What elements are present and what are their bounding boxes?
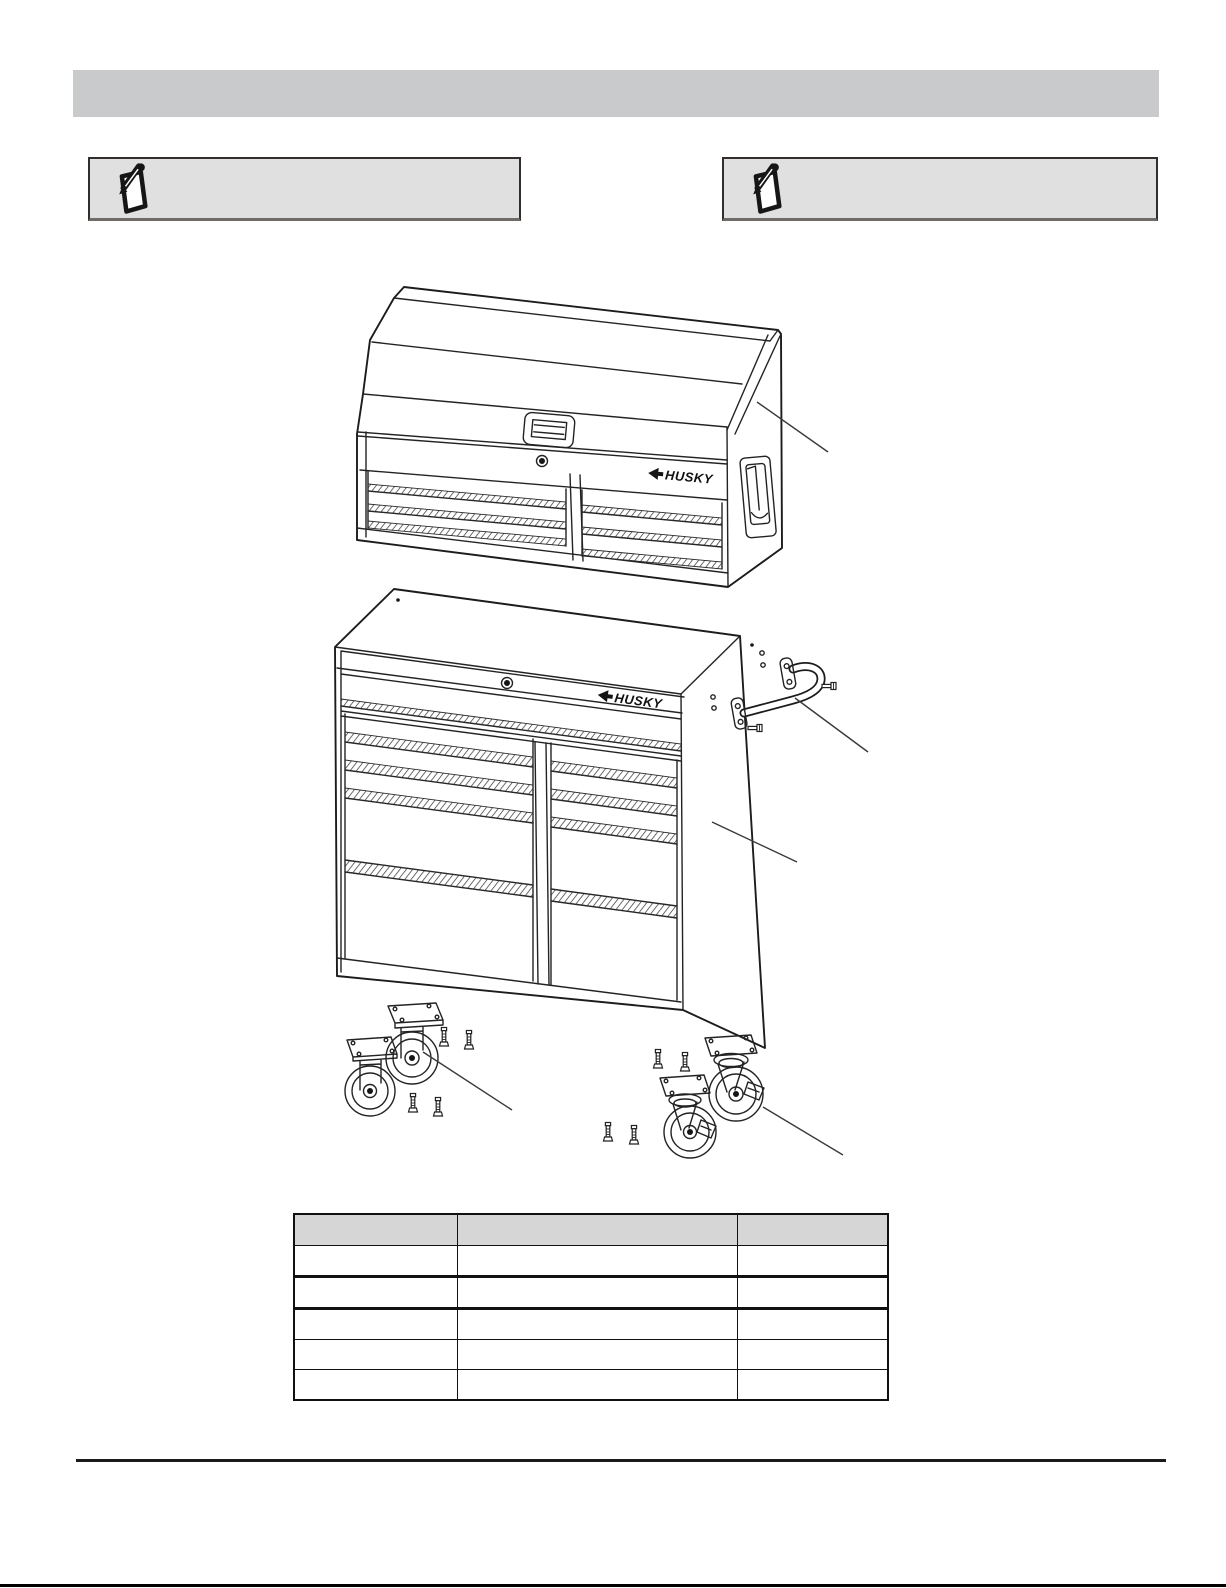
screw-icon [604, 1123, 613, 1142]
table-cell [737, 1277, 888, 1309]
swivel-caster-rear [705, 1035, 764, 1121]
top-chest-drawing [357, 287, 782, 587]
screw-icon [654, 1050, 663, 1069]
table-row [294, 1277, 888, 1309]
callout-line-side-handle [795, 698, 868, 752]
brand-logo-cabinet [597, 688, 664, 711]
chest-lock [537, 456, 548, 467]
handle-screw [748, 725, 762, 732]
handle-bracket-upper [779, 657, 796, 690]
side-handle-assembly [730, 657, 836, 731]
screw-icon [681, 1053, 690, 1072]
table-cell [294, 1277, 457, 1309]
table-cell [457, 1370, 737, 1401]
screw-icon [465, 1031, 474, 1050]
table-cell [294, 1309, 457, 1340]
parts-table [293, 1213, 889, 1401]
table-cell [294, 1246, 457, 1277]
fixed-caster-rear [386, 1003, 443, 1084]
table-cell [294, 1340, 457, 1370]
footer-divider [76, 1459, 1166, 1462]
screw-icon [440, 1028, 449, 1047]
screw-icon [434, 1098, 443, 1117]
table-header-cell [737, 1214, 888, 1246]
table-cell [737, 1246, 888, 1277]
table-cell [737, 1370, 888, 1401]
table-row [294, 1246, 888, 1277]
callout-line-swivel-casters [763, 1107, 843, 1155]
brand-logo-chest [648, 466, 715, 487]
table-header-cell [294, 1214, 457, 1246]
brake-lever [697, 1120, 716, 1138]
screw-icon [630, 1126, 639, 1145]
table-row [294, 1370, 888, 1401]
table-cell [457, 1277, 737, 1309]
chest-side-handle-recess [740, 456, 777, 538]
swivel-caster-front [660, 1075, 716, 1158]
screw-icon [409, 1094, 418, 1113]
table-cell [457, 1309, 737, 1340]
table-row [294, 1309, 888, 1340]
table-cell [457, 1340, 737, 1370]
page-bottom-bar [0, 1584, 1226, 1587]
table-row [294, 1340, 888, 1370]
fixed-caster-front [345, 1037, 397, 1116]
lid-latch [523, 412, 576, 448]
callout-line-cabinet [712, 822, 797, 862]
table-cell [294, 1370, 457, 1401]
table-cell [737, 1309, 888, 1340]
rolling-cabinet-drawing [335, 589, 765, 1048]
table-header-cell [457, 1214, 737, 1246]
table-cell [737, 1340, 888, 1370]
table-header-row [294, 1214, 888, 1246]
brand-logo-text: HUSKY [664, 467, 714, 487]
callout-line-top-chest [757, 402, 828, 452]
table-cell [457, 1246, 737, 1277]
brand-logo-text: HUSKY [613, 690, 664, 712]
cabinet-lock [502, 678, 513, 689]
